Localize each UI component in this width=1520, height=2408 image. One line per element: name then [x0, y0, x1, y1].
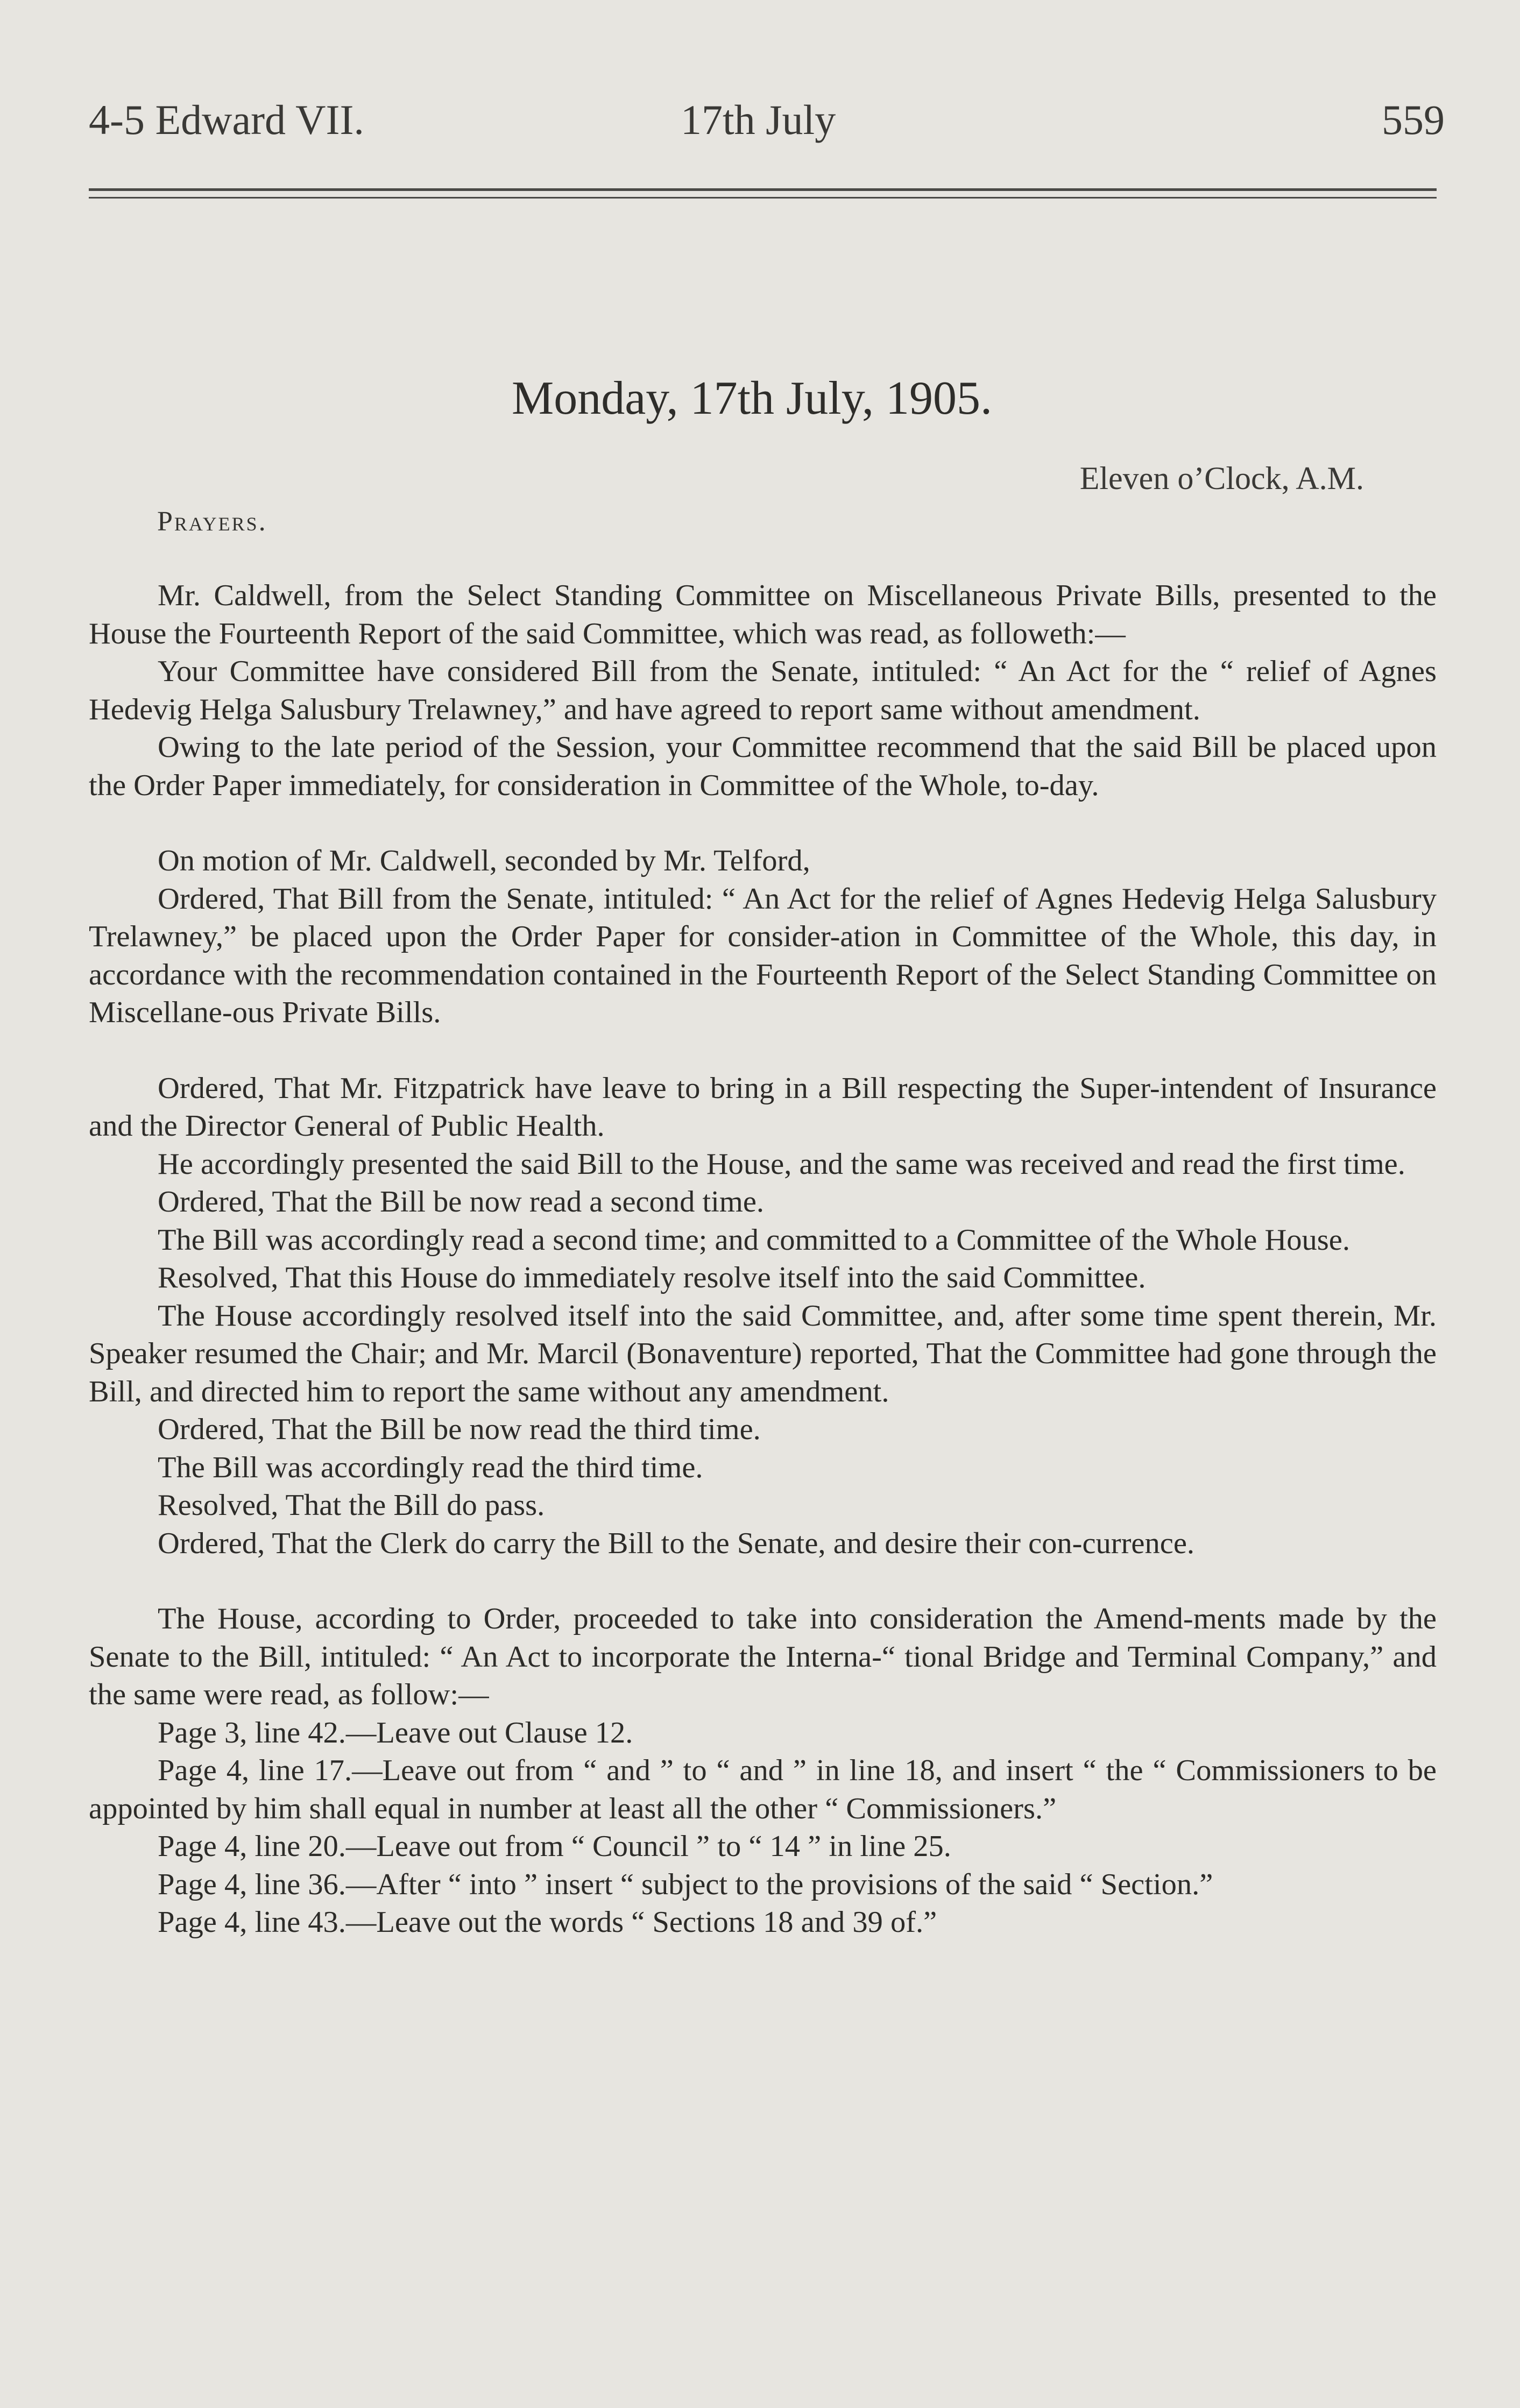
- page-number: 559: [1382, 96, 1445, 143]
- journal-paragraph: Ordered, That the Bill be now read a second time.: [158, 1185, 765, 1219]
- journal-paragraph: Page 4, line 20.—Leave out from “ Council ” to “ 14 ” in line 25.: [158, 1830, 951, 1863]
- journal-paragraph: The Bill was accordingly read a second time; and committed to a Committee of the Whole House.: [158, 1223, 1350, 1257]
- journal-paragraph: Owing to the late period of the Session, your Committee recommend that the said Bill be placed upon the Order Paper immediately, for consideration in Committee of the Whole, to-day.: [89, 731, 1437, 802]
- header-date: 17th July: [681, 96, 836, 143]
- journal-paragraph: Mr. Caldwell, from the Select Standing Committee on Miscellaneous Private Bills, presented to the House the Fourteenth Report of the said Committee, which was read, as followeth:—: [89, 579, 1437, 650]
- journal-body: [89, 577, 1437, 1942]
- journal-paragraph: Page 4, line 17.—Leave out from “ and ” to “ and ” in line 18, and insert “ the “ Commissioners to be appointed by him shall equal in number at least all the other “ Commissioners.”: [89, 1754, 1437, 1825]
- sitting-date-heading: Monday, 17th July, 1905.: [511, 372, 993, 424]
- journal-paragraph: The House accordingly resolved itself into the said Committee, and, after some time spent therein, Mr. Speaker resumed the Chair; and Mr. Marcil (Bonaventure) reported, That the Committee had gone through the Bill, and directed him to report the same without any amendment.: [89, 1299, 1437, 1408]
- sitting-time: Eleven o’Clock, A.M.: [1079, 461, 1364, 496]
- journal-paragraph: Resolved, That the Bill do pass.: [158, 1489, 545, 1522]
- journal-paragraph: Page 3, line 42.—Leave out Clause 12.: [158, 1716, 633, 1750]
- journal-paragraph: Your Committee have considered Bill from the Senate, intituled: “ An Act for the “ relief of Agnes Hedevig Helga Salusbury Trelawney,” and have agreed to report same without amendment.: [89, 655, 1437, 726]
- journal-paragraph: Resolved, That this House do immediately resolve itself into the said Committee.: [158, 1261, 1146, 1294]
- journal-paragraph: Ordered, That Mr. Fitzpatrick have leave to bring in a Bill respecting the Super-intendent of Insurance and the Director General of Public Health.: [89, 1071, 1437, 1143]
- header-rule-bottom: [89, 197, 1437, 199]
- header-rule-top: [89, 188, 1437, 191]
- journal-paragraph: Page 4, line 43.—Leave out the words “ Sections 18 and 39 of.”: [158, 1906, 937, 1939]
- journal-paragraph: The House, according to Order, proceeded to take into consideration the Amend-ments made by the Senate to the Bill, intituled: “ An Act to incorporate the Interna-“ tional Bridge and Terminal Company,” and the same were read, as follow:—: [89, 1602, 1437, 1711]
- journal-paragraph: He accordingly presented the said Bill to the House, and the same was received and read the first time.: [158, 1147, 1405, 1181]
- journal-paragraph: Ordered, That the Bill be now read the third time.: [158, 1413, 761, 1446]
- journal-paragraph: On motion of Mr. Caldwell, seconded by Mr. Telford,: [158, 844, 810, 877]
- header-session: 4-5 Edward VII.: [89, 96, 364, 143]
- journal-paragraph: The Bill was accordingly read the third time.: [158, 1450, 703, 1484]
- running-head: [89, 96, 1445, 150]
- journal-paragraph: Ordered, That Bill from the Senate, intituled: “ An Act for the relief of Agnes Hedevig Helga Salusbury Trelawney,” be placed upon the Order Paper for consider-ation in Committee of the Whole, this day, in accordance with the recommendation contained in the Fourteenth Report of the Select Standing Committee on Miscellane-ous Private Bills.: [89, 882, 1437, 1029]
- prayers-heading: Prayers.: [157, 506, 267, 537]
- journal-paragraph: Page 4, line 36.—After “ into ” insert “ subject to the provisions of the said “ Section.”: [158, 1867, 1213, 1901]
- journal-paragraph: Ordered, That the Clerk do carry the Bill to the Senate, and desire their con-currence.: [158, 1526, 1195, 1560]
